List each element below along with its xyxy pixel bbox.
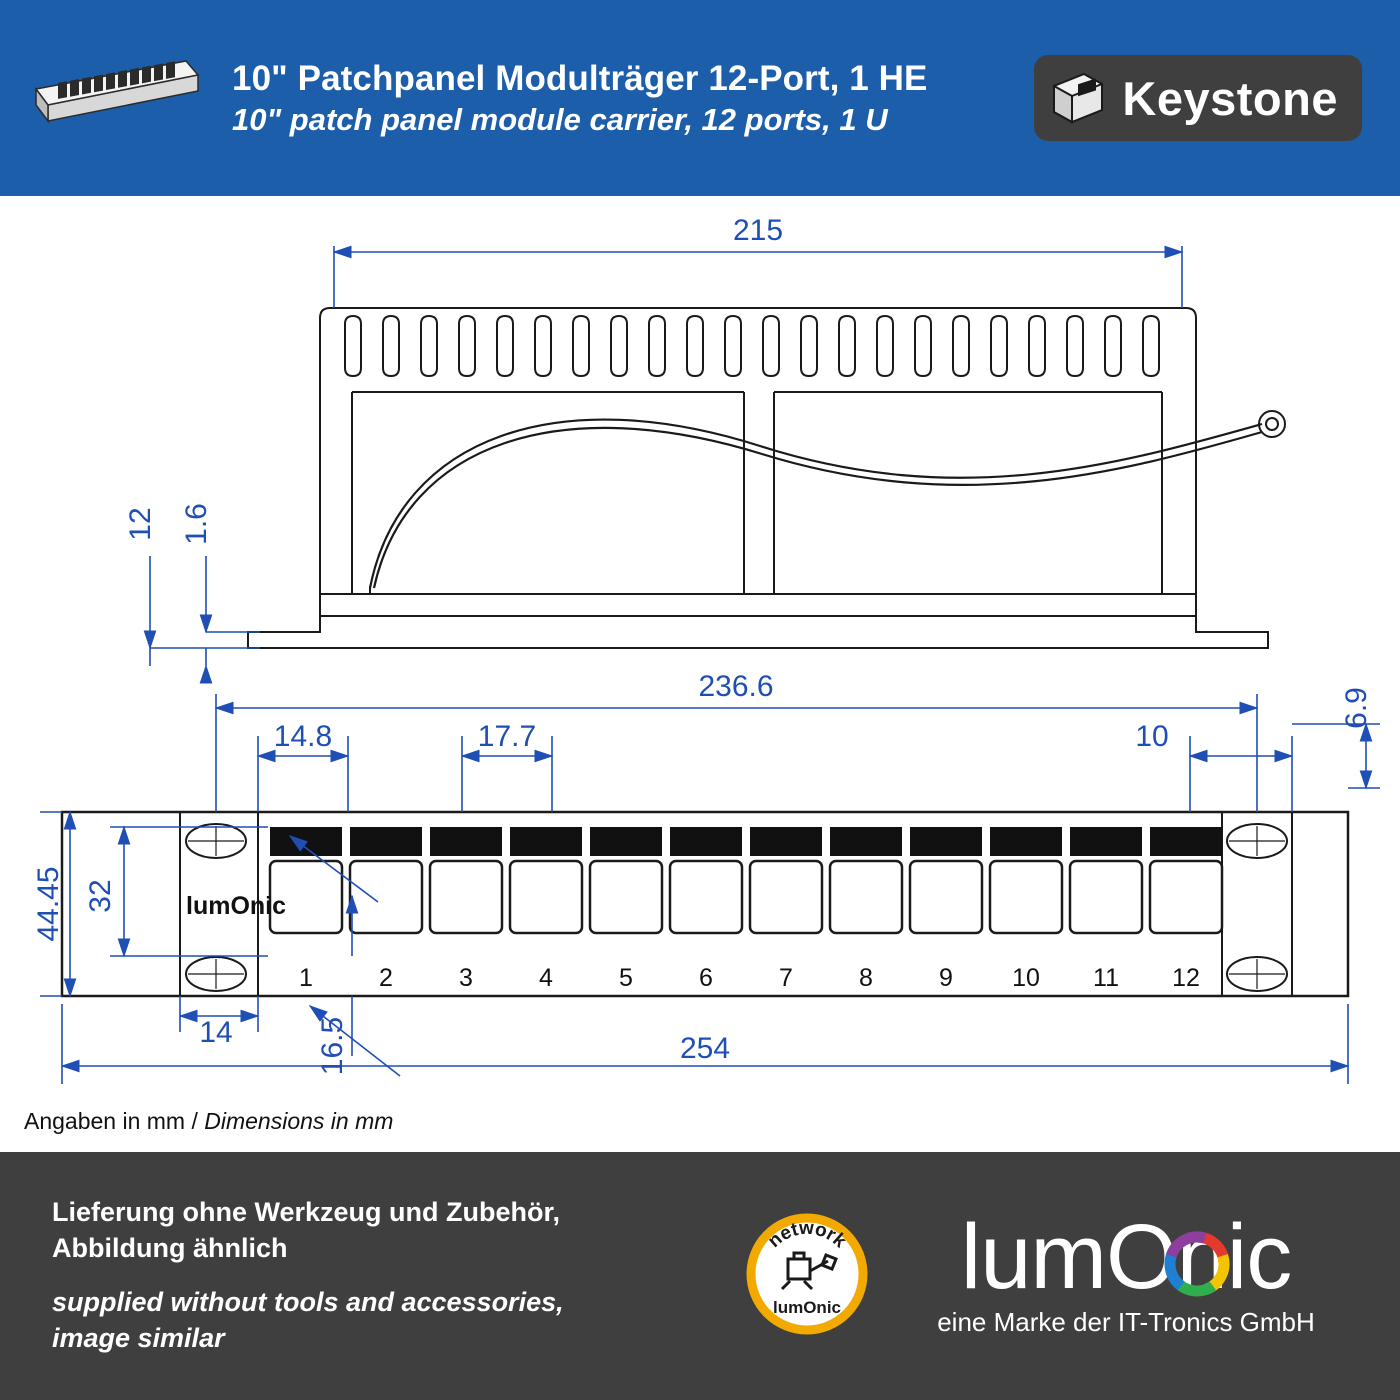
brand-tagline: eine Marke der IT-Tronics GmbH [937, 1307, 1315, 1338]
svg-text:236.6: 236.6 [698, 670, 774, 703]
svg-text:254: 254 [679, 1032, 731, 1065]
svg-text:10: 10 [1135, 720, 1169, 753]
page-title-en: 10" patch panel module carrier, 12 ports, 1 U [232, 101, 888, 137]
network-badge [742, 1209, 872, 1344]
brand-name [960, 1205, 1292, 1308]
header-title-block [232, 57, 1034, 140]
keystone-badge [1034, 55, 1362, 141]
svg-text:16.5: 16.5 [316, 1016, 349, 1076]
page-title-de: 10" Patchpanel Modulträger 12-Port, 1 HE [232, 58, 928, 98]
keystone-badge-label: Keystone [1122, 71, 1338, 125]
svg-text:8: 8 [859, 964, 873, 992]
dimensions-note-separator: / [191, 1108, 205, 1134]
dimensions-note-de: Angaben in mm [24, 1108, 186, 1134]
footer-note-en-line1: supplied without tools and accessories, [52, 1287, 564, 1317]
svg-text:1: 1 [299, 964, 313, 992]
svg-text:10: 10 [1012, 964, 1040, 992]
svg-text:215: 215 [732, 214, 784, 247]
svg-text:6: 6 [699, 964, 713, 992]
svg-text:32: 32 [84, 879, 117, 913]
network-badge-top-text: network [763, 1217, 851, 1252]
svg-text:14.8: 14.8 [273, 720, 333, 753]
svg-text:44.45: 44.45 [32, 866, 65, 942]
svg-text:5: 5 [619, 964, 633, 992]
page-footer [0, 1152, 1400, 1400]
footer-note-en-line2: image similar [52, 1322, 225, 1353]
svg-text:12: 12 [1172, 964, 1200, 992]
port-number-labels [299, 964, 1200, 992]
technical-drawing [0, 196, 1400, 1156]
svg-text:17.7: 17.7 [477, 720, 537, 753]
svg-text:14: 14 [199, 1016, 233, 1049]
svg-text:1.6: 1.6 [180, 503, 213, 545]
brand-name-text: lumOnic [960, 1205, 1292, 1308]
brand-color-ring-icon [1159, 1226, 1235, 1302]
svg-text:9: 9 [939, 964, 953, 992]
svg-text:4: 4 [539, 964, 553, 992]
dimensions-note [24, 1108, 393, 1135]
port-group [270, 827, 1222, 933]
dimensions-note-en: Dimensions in mm [204, 1108, 394, 1134]
svg-text:7: 7 [779, 964, 793, 992]
network-badge-bottom-text: lumOnic [772, 1297, 842, 1317]
footer-note-de-line1: Lieferung ohne Werkzeug und Zubehör, [52, 1197, 561, 1228]
footer-note-de-line2: Abbildung ähnlich [52, 1233, 288, 1264]
panel-brand-label: lumOnic [186, 892, 287, 920]
page-header [0, 0, 1400, 196]
keystone-module-icon [1048, 68, 1108, 128]
footer-note-block [52, 1195, 712, 1357]
svg-text:12: 12 [124, 507, 157, 541]
svg-text:11: 11 [1093, 964, 1119, 992]
patchpanel-thumbnail-icon [32, 53, 202, 143]
svg-text:2: 2 [379, 964, 393, 992]
svg-text:3: 3 [459, 964, 473, 992]
svg-text:6.9: 6.9 [1340, 687, 1373, 729]
brand-block [912, 1205, 1340, 1338]
